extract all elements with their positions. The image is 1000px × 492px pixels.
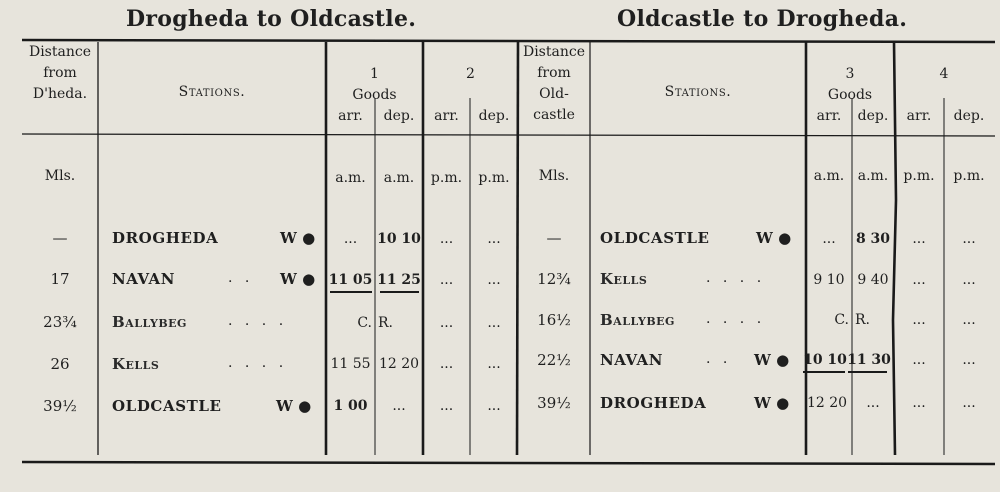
right-row-c4d: ...	[962, 395, 976, 411]
right-col4-arr: arr.	[906, 108, 932, 124]
right-row-mark: W ●	[754, 351, 790, 369]
right-row-c4d: ...	[962, 272, 976, 288]
right-row-c4a: ...	[912, 272, 926, 288]
right-row-c3a: C.	[834, 312, 849, 328]
right-row-c4a: ...	[912, 231, 926, 247]
right-row-c3a: 12 20	[806, 395, 848, 411]
right-row-station: NAVAN	[600, 351, 664, 369]
right-row-c3a: 9 10	[813, 272, 845, 288]
right-row-c4a: ...	[912, 312, 926, 328]
right-row-c4a: ...	[912, 395, 926, 411]
right-col3-arr: arr.	[816, 108, 842, 124]
left-row-c2a: ...	[439, 356, 454, 372]
right-row-c4d: ...	[962, 312, 976, 328]
left-row-c1a: 11 55	[330, 356, 371, 372]
left-row-c1d: 10 10	[377, 231, 421, 247]
right-row-miles: —	[546, 229, 562, 247]
left-row-leader-dots: . . . .	[228, 355, 288, 371]
right-row-c3d: ...	[866, 395, 880, 411]
left-col1-dep: dep.	[383, 108, 415, 124]
left-row-station: DROGHEDA	[112, 229, 219, 247]
right-col3-dep: dep.	[857, 108, 889, 124]
right-row-mark: W ●	[756, 229, 792, 247]
right-row-leader-dots: . . . .	[706, 311, 766, 327]
left-row-c2d: ...	[487, 398, 501, 414]
left-units-c1d: a.m.	[383, 170, 415, 186]
right-col4-number: 4	[939, 66, 949, 82]
left-col1-type: Goods	[352, 87, 397, 103]
right-col3-type: Goods	[827, 87, 873, 103]
right-row-leader-dots: . . . .	[706, 270, 766, 286]
right-row-station: Ballybeg	[600, 311, 675, 329]
left-row-c2d: ...	[487, 356, 501, 372]
left-col2-number: 2	[466, 66, 475, 82]
right-row-miles: 16½	[537, 311, 571, 329]
left-units-c2d: p.m.	[478, 170, 510, 186]
right-row-c3d: 11 30	[847, 352, 891, 368]
left-stations-header: Stations.	[178, 84, 246, 100]
right-row-c3d: 8 30	[855, 231, 891, 247]
left-row-c1d: 12 20	[378, 356, 420, 372]
right-row-c3a: 10 10	[803, 352, 847, 368]
left-row-c2a: ...	[439, 315, 454, 331]
right-row-c3a: ...	[822, 231, 836, 247]
left-table-title: Drogheda to Oldcastle.	[126, 6, 417, 32]
left-units-miles: Mls.	[44, 168, 76, 184]
left-row-c1a: C.	[357, 315, 372, 331]
left-row-c1a: 1 00	[333, 398, 368, 414]
right-col4-dep: dep.	[953, 108, 985, 124]
right-row-miles: 22½	[537, 351, 571, 369]
right-row-miles: 12¾	[537, 270, 571, 288]
right-units-c4d: p.m.	[953, 168, 985, 184]
left-row-miles: —	[52, 229, 68, 247]
right-stations-header: Stations.	[664, 84, 732, 100]
right-row-c3d: R.	[855, 312, 870, 328]
right-units-miles: Mls.	[538, 168, 570, 184]
left-row-c1d: R.	[378, 315, 393, 331]
right-units-c4a: p.m.	[903, 168, 935, 184]
left-units-c2a: p.m.	[430, 170, 463, 186]
left-units-c1a: a.m.	[335, 170, 366, 186]
left-row-station: Kells	[112, 355, 160, 373]
right-row-c3d: 9 40	[857, 272, 889, 288]
left-row-leader-dots: . . . .	[228, 313, 288, 329]
right-row-mark: W ●	[754, 394, 790, 412]
right-row-station: Kells	[600, 270, 648, 288]
left-row-c2a: ...	[439, 398, 454, 414]
left-col2-dep: dep.	[478, 108, 510, 124]
left-row-c2d: ...	[487, 231, 501, 247]
right-row-c4d: ...	[962, 352, 976, 368]
right-units-c3a: a.m.	[813, 168, 845, 184]
right-row-station: DROGHEDA	[600, 394, 707, 412]
left-row-mark: W ●	[280, 229, 316, 247]
right-units-c3d: a.m.	[857, 168, 889, 184]
left-row-c2a: ...	[439, 231, 454, 247]
left-row-mark: W ●	[276, 397, 312, 415]
left-row-c1a: ...	[343, 231, 358, 247]
right-table-title: Oldcastle to Drogheda.	[617, 6, 908, 32]
right-row-c4d: ...	[962, 231, 976, 247]
left-col1-number: 1	[370, 66, 379, 82]
right-distance-header: Distance from Old- castle	[522, 44, 585, 123]
left-row-c1d: 11 25	[377, 272, 421, 288]
left-row-c1a: 11 05	[328, 272, 373, 288]
left-row-miles: 17	[50, 270, 70, 288]
right-col3-number: 3	[845, 66, 855, 82]
right-row-c4a: ...	[912, 352, 926, 368]
left-row-leader-dots: . .	[228, 270, 254, 286]
left-distance-header: Distance from D'heda.	[28, 44, 91, 102]
left-row-miles: 23¾	[43, 313, 77, 331]
left-col1-arr: arr.	[338, 108, 363, 124]
right-row-miles: 39½	[537, 394, 571, 412]
left-row-mark: W ●	[280, 270, 316, 288]
left-row-miles: 39½	[43, 397, 77, 415]
left-row-station: OLDCASTLE	[112, 397, 222, 415]
right-row-station: OLDCASTLE	[600, 229, 710, 247]
left-row-station: NAVAN	[112, 270, 176, 288]
left-row-c2a: ...	[439, 272, 454, 288]
left-col2-arr: arr.	[434, 108, 459, 124]
left-row-station: Ballybeg	[112, 313, 187, 331]
right-row-leader-dots: . .	[706, 351, 732, 367]
left-row-c2d: ...	[487, 315, 501, 331]
left-row-miles: 26	[50, 355, 70, 373]
left-row-c2d: ...	[487, 272, 501, 288]
left-row-c1d: ...	[392, 398, 406, 414]
